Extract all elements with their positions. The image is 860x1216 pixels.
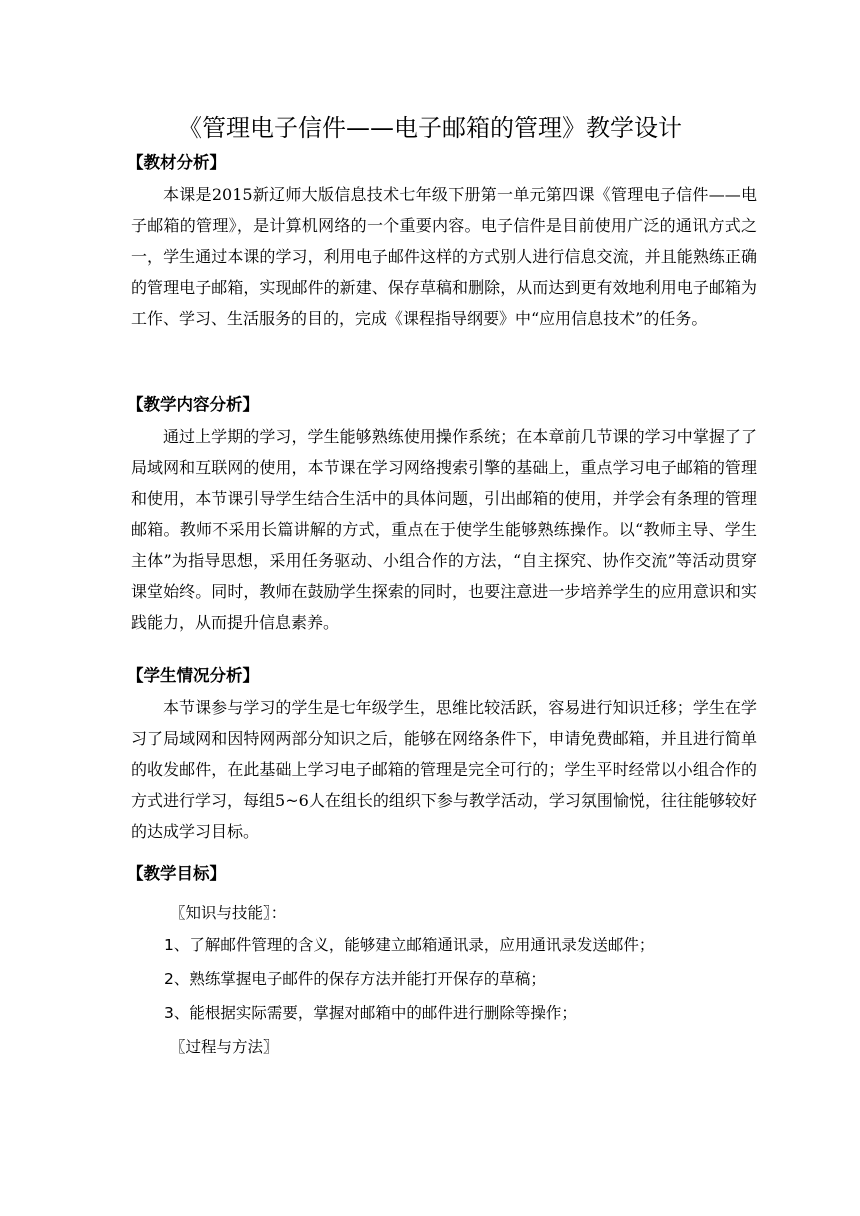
paragraph: 本节课参与学习的学生是七年级学生，思维比较活跃，容易进行知识迁移；学生在学习了局域网和因特网两部分知识之后，能够在网络条件下，申请免费邮箱，并且进行简单的收发邮件，在此基础上学习电子邮箱的管理是完全可行的；学生平时经常以小组合作的方式进行学习，每组5~6人在组长的组织下参与教学活动，学习氛围愉悦，往往能够较好的达成学习目标。 [131, 698, 757, 841]
objective-item: 1、了解邮件管理的含义，能够建立邮箱通讯录，应用通讯录发送邮件； [164, 936, 655, 954]
section-heading-teaching-objectives: 【教学目标】 [127, 864, 226, 883]
section-heading-student-analysis: 【学生情况分析】 [127, 666, 259, 685]
section-body-content-analysis [131, 421, 757, 638]
process-methods-label: 〖过程与方法〗 [170, 1038, 279, 1056]
section-heading-content-analysis: 【教学内容分析】 [127, 395, 259, 414]
document-title: 《管理电子信件——电子邮箱的管理》教学设计 [178, 114, 682, 142]
paragraph: 通过上学期的学习，学生能够熟练使用操作系统；在本章前几节课的学习中掌握了了局域网和互联网的使用，本节课在学习网络搜索引擎的基础上，重点学习电子邮箱的管理和使用，本节课引导学生结合生活中的具体问题，引出邮箱的使用，并学会有条理的管理邮箱。教师不采用长篇讲解的方式，重点在于使学生能够熟练操作。以“教师主导、学生主体”为指导思想，采用任务驱动、小组合作的方法，“自主探究、协作交流”等活动贯穿课堂始终。同时，教师在鼓励学生探索的同时，也要注意进一步培养学生的应用意识和实践能力，从而提升信息素养。 [131, 427, 757, 632]
objective-item: 2、熟练掌握电子邮件的保存方法并能打开保存的草稿； [164, 970, 546, 988]
paragraph: 本课是2015新辽师大版信息技术七年级下册第一单元第四课《管理电子信件——电子邮箱的管理》，是计算机网络的一个重要内容。电子信件是目前使用广泛的通讯方式之一，学生通过本课的学习，利用电子邮件这样的方式别人进行信息交流，并且能熟练正确的管理电子邮箱，实现邮件的新建、保存草稿和删除，从而达到更有效地利用电子邮箱为工作、学习、生活服务的目的，完成《课程指导纲要》中“应用信息技术”的任务。 [131, 185, 757, 328]
section-heading-textbook-analysis: 【教材分析】 [127, 153, 226, 172]
section-body-textbook-analysis [131, 179, 757, 334]
objective-item: 3、能根据实际需要，掌握对邮箱中的邮件进行删除等操作； [164, 1004, 577, 1022]
section-body-student-analysis [131, 692, 757, 847]
knowledge-skills-label: 〖知识与技能〗： [170, 904, 287, 922]
